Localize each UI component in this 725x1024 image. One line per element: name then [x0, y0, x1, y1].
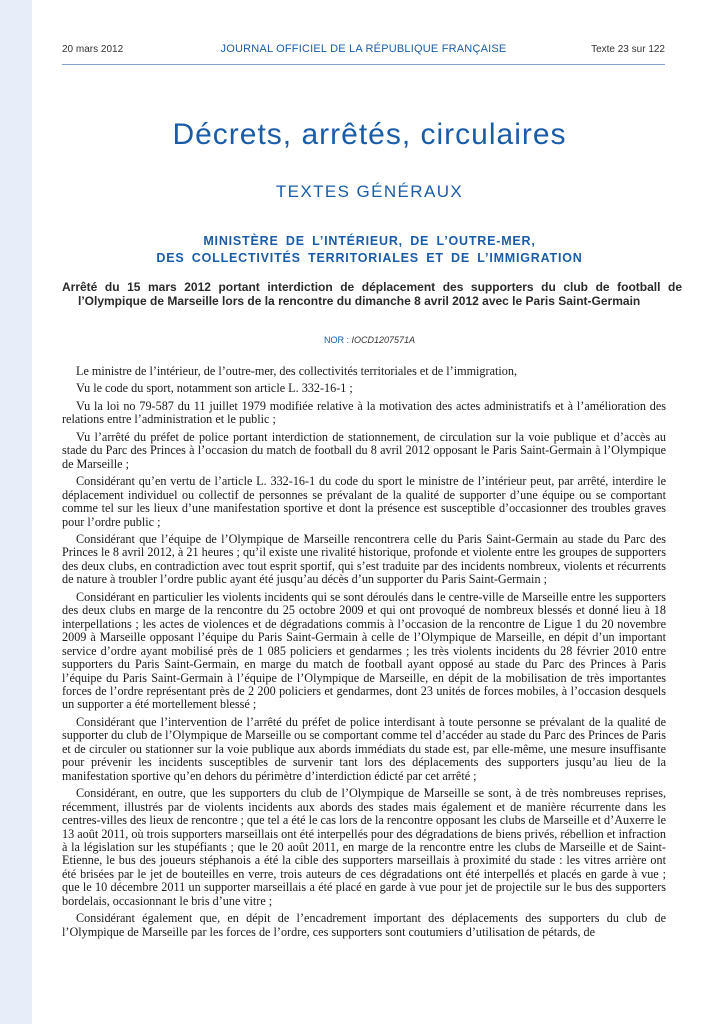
- section-title: Décrets, arrêtés, circulaires: [172, 118, 567, 151]
- paragraph: Considérant qu’en vertu de l’article L. 332-16-1 du code du sport le ministre de l’intérieur peut, par arrêté, interdire le déplacement individuel ou collectif de personnes se prévalant de la qualité de supporter d’une équipe ou se comportant comme tel sur les lieux d’une manifestation sportive et dont la présence est susceptible d’occasionner des troubles graves pour l’ordre public ;: [62, 474, 666, 529]
- document-body: [62, 365, 666, 943]
- header-divider: [62, 64, 665, 65]
- paragraph: Considérant en particulier les violents incidents qui se sont déroulés dans le centre-ville de Marseille entre les supporters des deux clubs en marge de la rencontre du 25 octobre 2009 et qui ont provoqué de nombreux blessés et donné lieu à 18 interpellations ; les actes de violences et de dégradations commis à l’occasion de la rencontre de Ligue 1 du 20 novembre 2009 à Marseille opposant l’équipe du Paris Saint-Germain à celle de l’Olympique de Marseille, en dépit d’un important service d’ordre ayant mobilisé près de 1 085 policiers et gendarmes ; les très violents incidents du 28 février 2010 entre supporters du Paris Saint-Germain, en marge du match de football ayant opposé au stade du Parc des Princes à Paris l’équipe du Paris Saint-Germain à l’équipe de l’Olympique de Marseille, en dépit de la mobilisation de très importantes forces de l’ordre représentant près de 2 200 policiers et gendarmes, dont 23 unités de forces mobiles, à l’occasion desquels un supporter a été mortellement blessé ;: [62, 589, 666, 712]
- section-subtitle: TEXTES GÉNÉRAUX: [275, 182, 464, 201]
- paragraph: Considérant, en outre, que les supporters du club de l’Olympique de Marseille se sont, à de très nombreuses reprises, récemment, illustrés par de violents incidents aux abords des stades mais également et de manière récurrente dans les centres-villes des lieux de rencontre ; que tel a été le cas lors de la rencontre opposant les clubs de Marseille et d’Auxerre le 13 août 2011, où trois supporters marseillais ont été interpellés pour des dégradations de biens privés, rébellion et infraction à la législation sur les stupéfiants ; que le 20 août 2011, en marge de la rencontre entre les clubs de Marseille et de Saint-Etienne, le bus des joueurs stéphanois a été la cible des supporters marseillais à proximité du stade : les vitres arrière ont été brisées par le jet de bouteilles en verre, trois auteurs de ces dégradations ont été interpellés et placés en garde à vue ; que le 10 décembre 2011 un supporter marseillais a été placé en garde à vue pour jet de projectile sur le bus des supporters bordelais, occasionnant le bris d’une vitre ;: [62, 786, 666, 908]
- ministry-line-2: DES COLLECTIVITÉS TERRITORIALES ET DE L’IMMIGRATION: [156, 251, 583, 265]
- paragraph: Vu la loi no 79-587 du 11 juillet 1979 modifiée relative à la motivation des actes administratifs et à l’amélioration des relations entre l’administration et le public ;: [62, 398, 666, 427]
- header-date: 20 mars 2012: [62, 44, 124, 55]
- ministry-heading: [32, 233, 707, 267]
- left-margin-band: [0, 0, 32, 1024]
- page-header: [62, 44, 665, 58]
- paragraph: Le ministre de l’intérieur, de l’outre-mer, des collectivités territoriales et de l’immigration,: [76, 364, 517, 378]
- paragraph: Considérant que l’équipe de l’Olympique de Marseille rencontrera celle du Paris Saint-Germain au stade du Parc des Princes le 8 avril 2012, à 21 heures ; qu’il existe une rivalité historique, profonde et violente entre les groupes de supporters des deux clubs, en contradiction avec tout esprit sportif, qui s’est traduite par des incidents nombreux, violents et récurrents de nature à troubler l’ordre public ayant été jusqu’au décès d’un supporter du Paris Saint-Germain ;: [62, 531, 666, 587]
- paragraph: Vu l’arrêté du préfet de police portant interdiction de stationnement, de circulation sur la voie publique et d’accès au stade du Parc des Princes à l’occasion du match de football du 8 avril 2012 opposant le Paris Saint-Germain à l’Olympique de Marseille ;: [62, 429, 666, 471]
- nor-label: NOR :: [323, 335, 349, 345]
- nor-value: IOCD1207571A: [351, 335, 416, 345]
- arrete-title: Arrêté du 15 mars 2012 portant interdiction de déplacement des supporters du club de football de l’Olympique de Marseille lors de la rencontre du dimanche 8 avril 2012 avec le Paris Saint-Germain: [62, 280, 682, 308]
- header-journal-title: JOURNAL OFFICIEL DE LA RÉPUBLIQUE FRANÇAISE: [220, 43, 507, 55]
- paragraph: Vu le code du sport, notamment son article L. 332-16-1 ;: [76, 381, 353, 396]
- paragraph: Considérant que l’intervention de l’arrêté du préfet de police interdisant à toute personne se prévalant de la qualité de supporter du club de l’Olympique de Marseille ou se comportant comme tel d’accéder au stade du Parc des Princes de Paris et de circuler ou stationner sur la voie publique aux abords immédiats du stade est, par elle-même, une mesure insuffisante pour prévenir les incidents susceptibles de survenir tant lors des déplacements des supporters jusqu’au lieu de la manifestation sportive qu’en dehors du périmètre d’interdiction édicté par cet arrêté ;: [62, 714, 666, 783]
- paragraph: Considérant également que, en dépit de l’encadrement important des déplacements des supporters du club de l’Olympique de Marseille par les forces de l’ordre, ces supporters sont coutumiers d’utilisation de pétards, de: [62, 911, 666, 939]
- document-page: [32, 0, 725, 1024]
- header-text-number: Texte 23 sur 122: [591, 44, 665, 55]
- nor-reference: [32, 335, 707, 345]
- ministry-line-1: MINISTÈRE DE L’INTÉRIEUR, DE L’OUTRE-MER,: [203, 234, 536, 248]
